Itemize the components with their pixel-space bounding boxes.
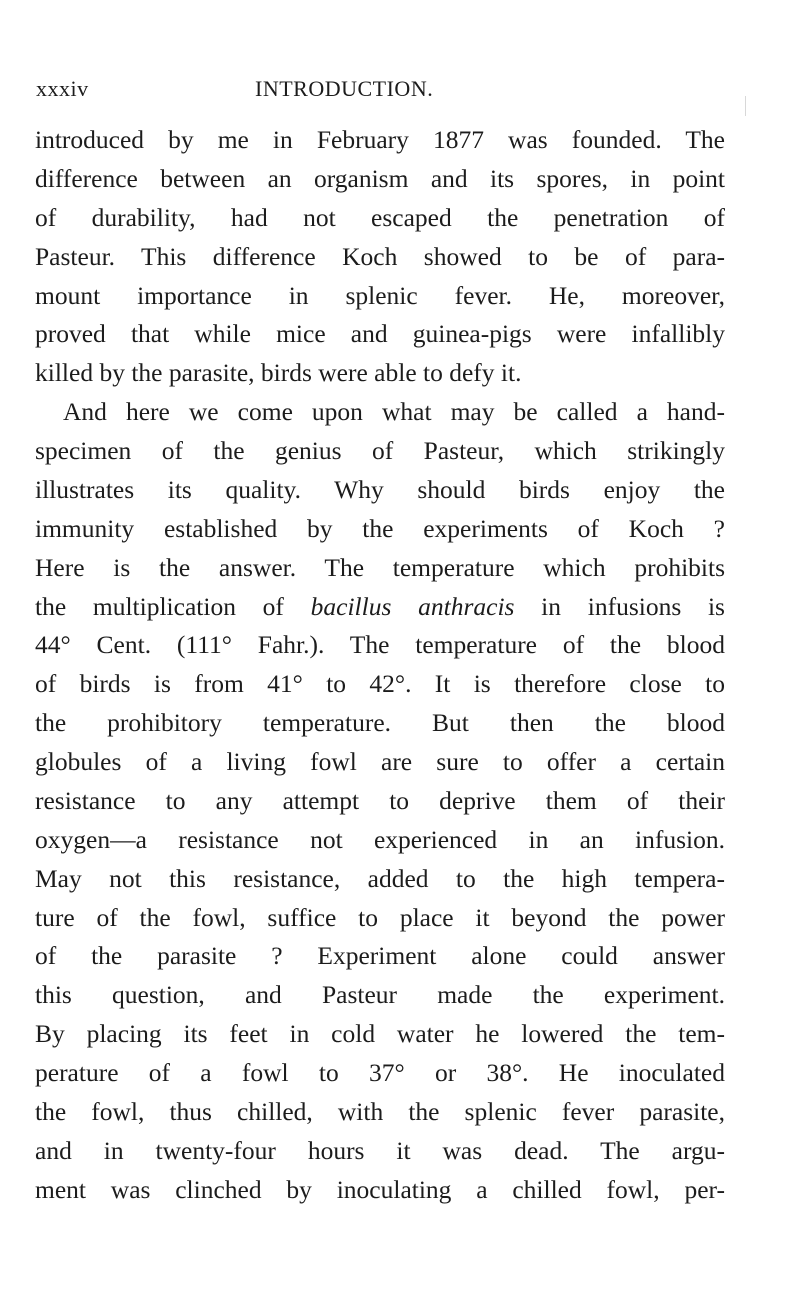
text-line: perature of a fowl to 37° or 38°. He inoculated	[35, 1058, 725, 1087]
text-line: of durability, had not escaped the penetration of	[35, 202, 725, 232]
text-line: 44° Cent. (111° Fahr.). The temperature of the blood	[35, 630, 725, 660]
text-line: of birds is from 41° to 42°. It is therefore close to	[35, 669, 725, 699]
text-line: mount importance in splenic fever. He, moreover,	[35, 280, 725, 310]
text-line: May not this resistance, added to the high tempera-	[35, 863, 725, 893]
text-line: globules of a living fowl are sure to offer a certain	[35, 747, 725, 776]
text-line: the prohibitory temperature. But then the blood	[35, 708, 725, 738]
text-line: immunity established by the experiments of Koch ?	[35, 513, 725, 543]
text-line: of the parasite ? Experiment alone could answer	[35, 941, 725, 971]
text-line: By placing its feet in cold water he lowered the tem-	[35, 1019, 725, 1049]
text-line: resistance to any attempt to deprive them of their	[35, 785, 725, 815]
text-line: specimen of the genius of Pasteur, which strikingly	[35, 436, 725, 465]
text-line	[35, 588, 725, 627]
text-line: Here is the answer. The temperature which prohibits	[35, 552, 725, 582]
text-line: illustrates its quality. Why should birds enjoy the	[35, 474, 725, 504]
page-edge-mark	[745, 96, 746, 116]
body-text	[35, 121, 725, 1210]
text-run: in infusions is	[514, 591, 725, 621]
text-line: killed by the parasite, birds were able to defy it.	[35, 358, 522, 388]
text-line: and in twenty-four hours it was dead. The argu-	[35, 1135, 725, 1165]
page-number: xxxiv	[36, 76, 89, 101]
text-line: ture of the fowl, suffice to place it beyond the power	[35, 902, 725, 932]
italic-term: bacillus anthracis	[310, 591, 515, 621]
running-title: INTRODUCTION.	[255, 76, 434, 101]
text-line: ment was clinched by inoculating a chilled fowl, per-	[35, 1174, 725, 1204]
text-line: introduced by me in February 1877 was founded. The	[35, 125, 725, 154]
text-line: this question, and Pasteur made the experiment.	[35, 980, 725, 1010]
text-line: And here we come upon what may be called a hand-	[63, 397, 725, 427]
text-line: proved that while mice and guinea-pigs were infallibly	[35, 319, 725, 349]
text-run: the multiplication of	[35, 591, 311, 621]
text-line: the fowl, thus chilled, with the splenic fever parasite,	[35, 1096, 725, 1126]
text-line: Pasteur. This difference Koch showed to be of para-	[35, 241, 725, 271]
text-line: oxygen—a resistance not experienced in an infusion.	[35, 824, 725, 854]
text-line: difference between an organism and its spores, in point	[35, 163, 725, 193]
